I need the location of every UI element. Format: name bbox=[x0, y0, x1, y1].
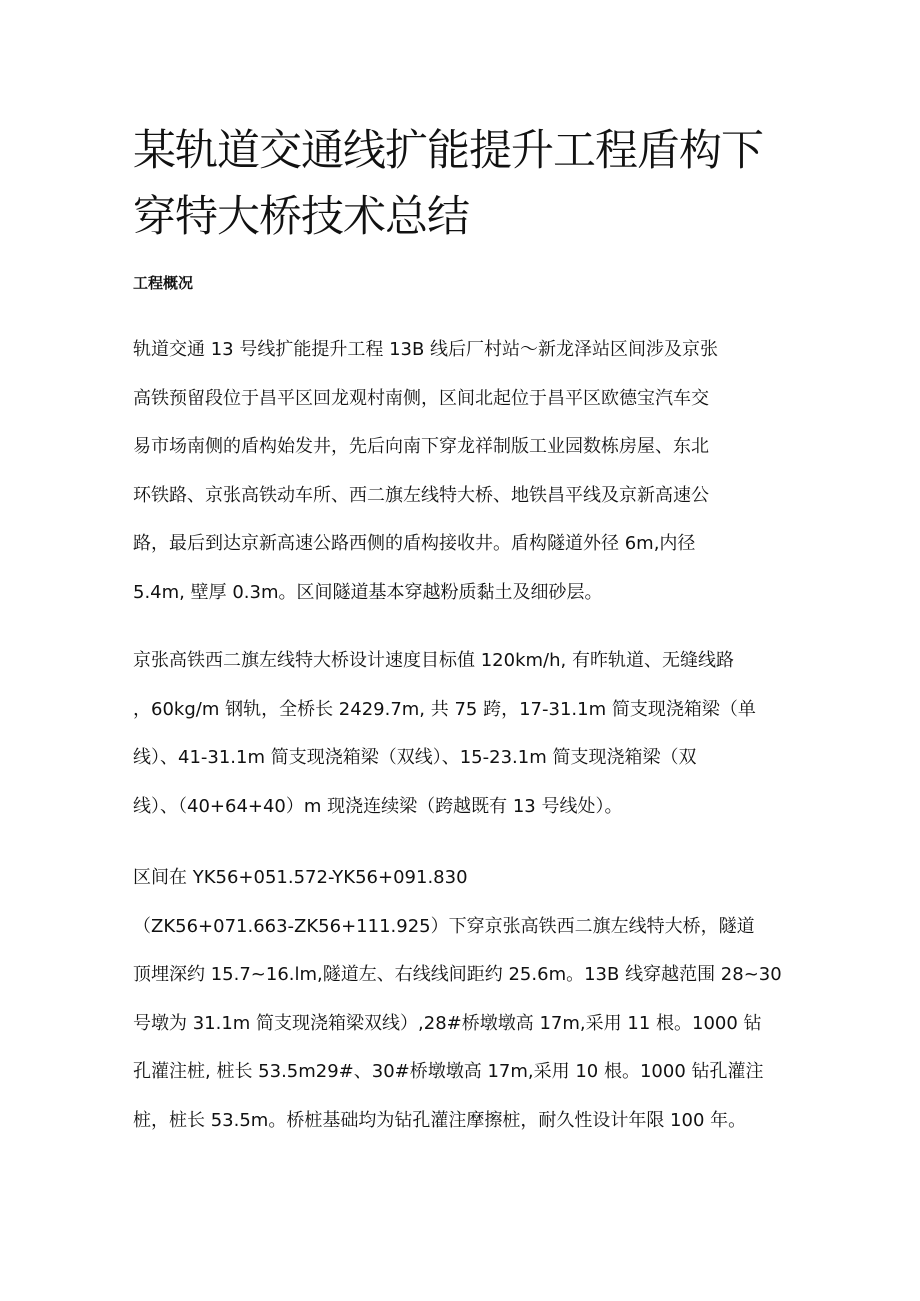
title-line: 某轨道交通线扩能提升工程盾构下 bbox=[133, 126, 763, 176]
paragraph-line: 号墩为 31.1m 简支现浇箱梁双线）,28#桥墩墩高 17m,采用 11 根。1000 钻 bbox=[133, 1012, 762, 1034]
paragraph-project-overview bbox=[133, 326, 803, 617]
paragraph-line: 易市场南侧的盾构始发井，先后向南下穿龙祥制版工业园数栋房屋、东北 bbox=[133, 436, 709, 457]
paragraph-line: 线）、41-31.1m 简支现浇箱梁（双线）、15-23.1m 简支现浇箱梁（双 bbox=[133, 747, 697, 768]
paragraph-crossing-details bbox=[133, 854, 803, 1145]
paragraph-line: ，60kg/m 钢轨，全桥长 2429.7m, 共 75 跨，17-31.1m 简支现浇箱梁（单 bbox=[133, 698, 756, 720]
paragraph-line: 环铁路、京张高铁动车所、西二旗左线特大桥、地铁昌平线及京新高速公 bbox=[133, 484, 709, 506]
paragraph-line: 京张高铁西二旗左线特大桥设计速度目标值 120km/h, 有昨轨道、无缝线路 bbox=[133, 650, 734, 671]
paragraph-line: 区间在 YK56+051.572-YK56+091.830 bbox=[133, 867, 468, 888]
section-heading: 工程概况 bbox=[133, 274, 194, 292]
paragraph-line: （ZK56+071.663-ZK56+111.925）下穿京张高铁西二旗左线特大桥，隧道 bbox=[133, 915, 755, 937]
document-title bbox=[133, 118, 833, 250]
paragraph-bridge-description bbox=[133, 637, 803, 831]
paragraph-line: 顶埋深约 15.7~16.lm,隧道左、右线线间距约 25.6m。13B 线穿越范围 28~30 bbox=[133, 964, 782, 985]
paragraph-line: 桩，桩长 53.5m。桥桩基础均为钻孔灌注摩擦桩，耐久性设计年限 100 年。 bbox=[133, 1109, 747, 1131]
title-line: 穿特大桥技术总结 bbox=[133, 192, 469, 242]
paragraph-line: 路，最后到达京新高速公路西侧的盾构接收井。盾构隧道外径 6m,内径 bbox=[133, 533, 696, 554]
paragraph-line: 轨道交通 13 号线扩能提升工程 13B 线后厂村站～新龙泽站区间涉及京张 bbox=[133, 339, 719, 360]
paragraph-line: 高铁预留段位于昌平区回龙观村南侧，区间北起位于昌平区欧德宝汽车交 bbox=[133, 387, 709, 409]
paragraph-line: 线）、（40+64+40）m 现浇连续梁（跨越既有 13 号线处）。 bbox=[133, 795, 623, 817]
paragraph-line: 5.4m, 壁厚 0.3m。区间隧道基本穿越粉质黏土及细砂层。 bbox=[133, 581, 603, 603]
paragraph-line: 孔灌注桩, 桩长 53.5m29#、30#桥墩墩高 17m,采用 10 根。1000 钻孔灌注 bbox=[133, 1061, 764, 1082]
